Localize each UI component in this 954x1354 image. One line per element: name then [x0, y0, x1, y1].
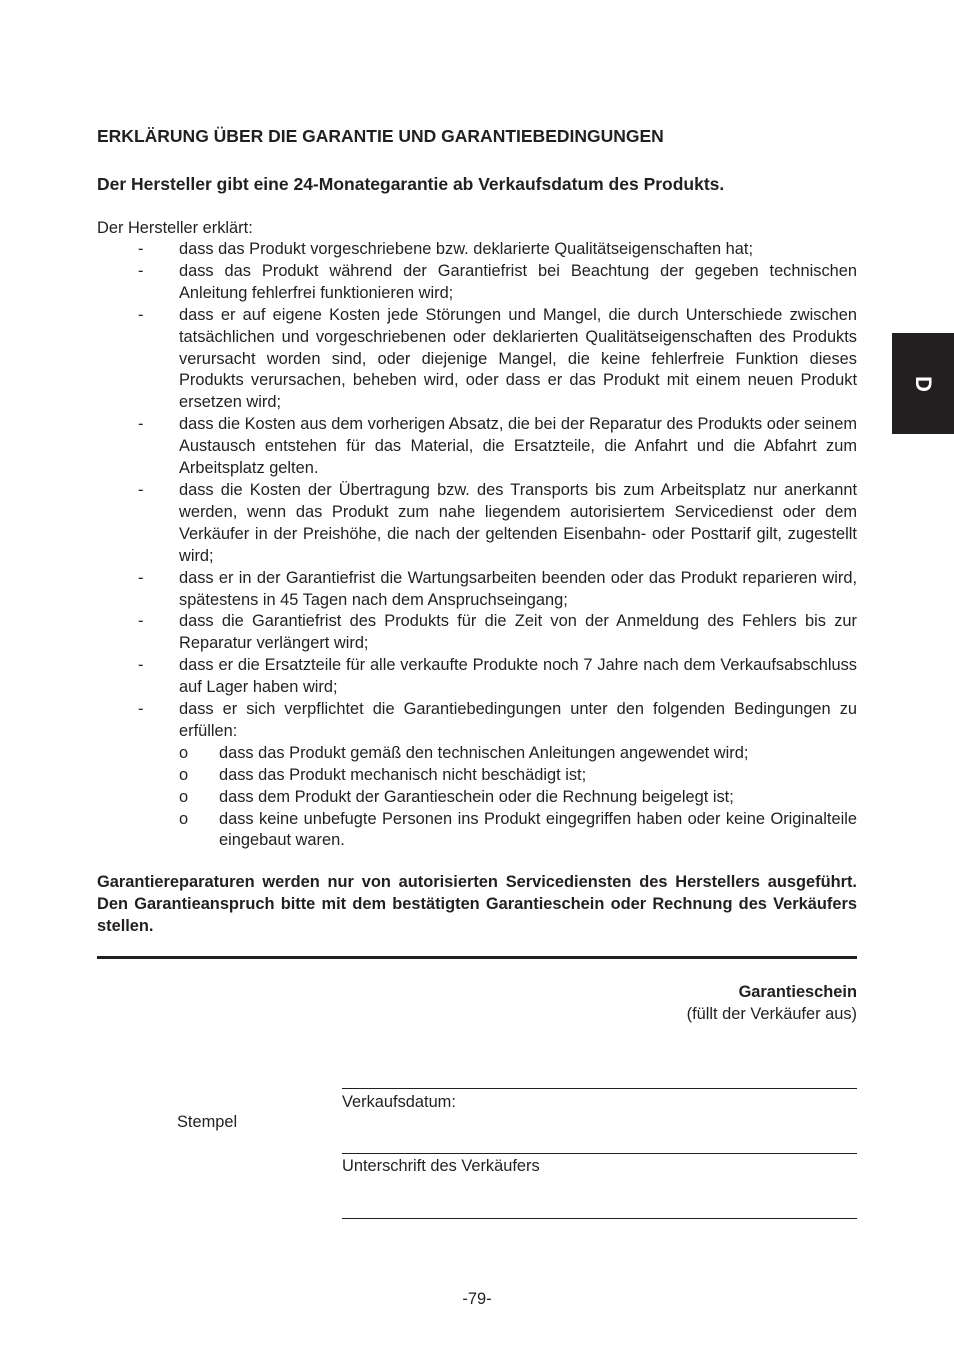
declaration-text: dass das Produkt während der Garantiefrist bei Beachtung der gegeben technischen Anleitung fehlerfrei funktionieren wird; [179, 261, 857, 302]
condition-item [179, 765, 857, 787]
dash-bullet: - [138, 305, 144, 324]
page-number: -79- [462, 1290, 492, 1308]
language-tab-letter: D [910, 375, 936, 392]
circle-bullet: o [179, 809, 189, 828]
declaration-text: dass er die Ersatzteile für alle verkaufte Produkte noch 7 Jahre nach dem Verkaufsabschluss auf Lager haben wird; [179, 656, 857, 697]
declaration-item [97, 699, 857, 852]
dash-bullet: - [138, 656, 144, 675]
declaration-text: dass die Kosten der Übertragung bzw. des Transports bis zum Arbeitsplatz nur anerkannt werden, wenn das Produkt zum nahe liegendem autorisiertem Servicedienst oder dem Verkäufer in der Preishöhe, die nach der geltenden Eisenbahn- oder Posttarif gilt, zugestellt wird; [179, 480, 857, 565]
declaration-text: dass er sich verpflichtet die Garantiebedingungen unter den folgenden Bedingungen zu erfüllen: [179, 700, 857, 740]
declaration-text: dass er in der Garantiefrist die Wartungsarbeiten beenden oder das Produkt reparieren wird, spätestens in 45 Tagen nach dem Anspruchseingang; [179, 568, 857, 609]
condition-list [179, 743, 857, 853]
declaration-text: dass das Produkt vorgeschriebene bzw. deklarierte Qualitätseigenschaften hat; [179, 240, 754, 258]
declaration-item [97, 655, 857, 699]
declaration-item [97, 611, 857, 655]
declaration-item [97, 480, 857, 568]
dash-bullet: - [138, 568, 144, 587]
extra-line[interactable] [342, 1218, 857, 1219]
condition-item [179, 787, 857, 809]
circle-bullet: o [179, 765, 189, 784]
declaration-text: dass die Garantiefrist des Produkts für die Zeit von der Anmeldung des Fehlers bis zur Reparatur verlängert wird; [179, 612, 857, 653]
stamp-label: Stempel [177, 1113, 238, 1131]
dash-bullet: - [138, 240, 144, 258]
condition-item [179, 809, 857, 853]
condition-text: dass das Produkt gemäß den technischen Anleitungen angewendet wird; [219, 743, 749, 762]
sale-date-label: Verkaufsdatum: [342, 1093, 456, 1111]
condition-text: dass dem Produkt der Garantieschein oder die Rechnung beigelegt ist; [219, 787, 734, 806]
signature-label: Unterschrift des Verkäufers [342, 1157, 540, 1175]
page-title: ERKLÄRUNG ÜBER DIE GARANTIE UND GARANTIEBEDINGUNGEN [97, 126, 664, 146]
language-side-tab [892, 333, 954, 434]
certificate-title: Garantieschein [738, 983, 857, 1001]
declaration-item [97, 261, 857, 305]
warranty-period-heading: Der Hersteller gibt eine 24-Monategarantie ab Verkaufsdatum des Produkts. [97, 174, 725, 194]
section-divider [97, 956, 857, 959]
condition-item [179, 743, 857, 765]
dash-bullet: - [138, 700, 144, 719]
declaration-item [97, 305, 857, 415]
declaration-item [97, 239, 857, 261]
declaration-item [97, 414, 857, 480]
dash-bullet: - [138, 612, 144, 631]
declaration-text: dass er auf eigene Kosten jede Störungen und Mangel, die durch Unterschiede zwischen tatsächlichen und vorgeschriebenen oder deklarierten Qualitätseigenschaften des Produkts verursacht worden sind, oder diejenige Mangel, die keine fehlerfreie Funktion dieses Produkts verursachen, beheben wird, oder dass er das Produkt mit einem neuen Produkt ersetzen wird; [179, 305, 857, 412]
sale-date-line[interactable] [342, 1088, 857, 1089]
dash-bullet: - [138, 480, 144, 499]
declaration-text: dass die Kosten aus dem vorherigen Absatz, die bei der Reparatur des Produkts oder seinem Austausch entstehen für das Material, die Ersatzteile, die Anfahrt und die Abfahrt zum Arbeitsplatz gelten. [179, 415, 857, 478]
dash-bullet: - [138, 261, 144, 280]
repair-notice: Garantiereparaturen werden nur von autorisierten Servicediensten des Herstellers ausgeführt. Den Garantieanspruch bitte mit dem bestätigten Garantieschein oder Rechnung des Verkäufers stellen. [97, 873, 857, 935]
intro-text: Der Hersteller erklärt: [97, 219, 253, 237]
circle-bullet: o [179, 743, 189, 762]
signature-line[interactable] [342, 1153, 857, 1154]
circle-bullet: o [179, 787, 189, 806]
declaration-list [97, 239, 857, 852]
condition-text: dass das Produkt mechanisch nicht beschädigt ist; [219, 765, 587, 784]
declaration-item [97, 568, 857, 612]
certificate-subtitle: (füllt der Verkäufer aus) [686, 1005, 857, 1023]
dash-bullet: - [138, 415, 144, 434]
condition-text: dass keine unbefugte Personen ins Produkt eingegriffen haben oder keine Originalteile eingebaut waren. [219, 809, 857, 850]
